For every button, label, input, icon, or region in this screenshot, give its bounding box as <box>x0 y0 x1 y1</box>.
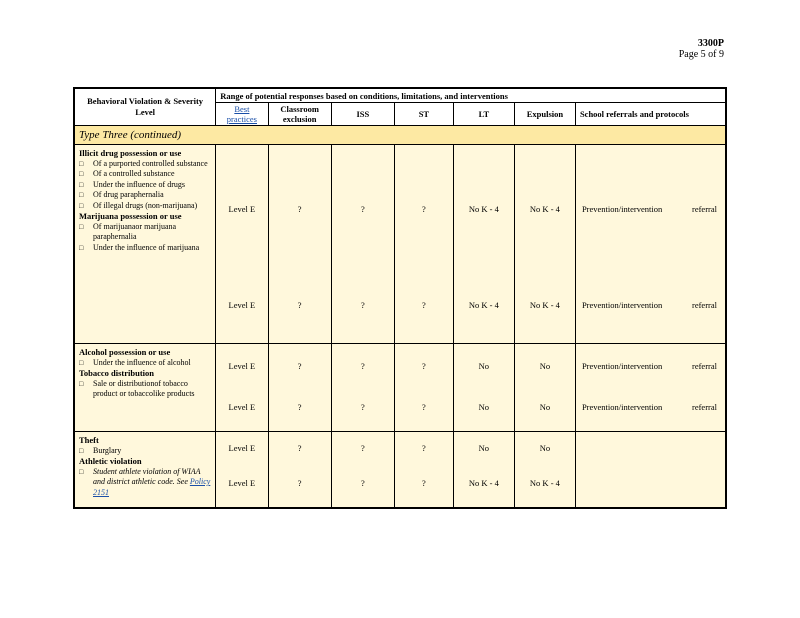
row-title: Athletic violation <box>79 456 142 466</box>
list-item: □ Of drug paraphernalia <box>79 190 212 201</box>
best-practices-link[interactable]: Best practices <box>226 104 257 124</box>
expulsion-value: No K - 4 <box>529 477 560 488</box>
referral-text: Prevention/intervention <box>581 360 663 371</box>
level-value: Level E <box>228 477 256 488</box>
expulsion-value: No <box>539 442 551 453</box>
list-item: □ Under the influence of marijuana <box>79 243 212 254</box>
policy-code: 3300P <box>697 38 724 49</box>
referral-text: referral <box>691 300 717 310</box>
expulsion-value: No <box>539 401 551 412</box>
list-item: □ Of a controlled substance <box>79 169 212 180</box>
discipline-table <box>73 87 727 509</box>
iss-value: ? <box>360 477 365 488</box>
row-title: Illicit drug possession or use <box>79 148 182 158</box>
list-item: □ Under the influence of drugs <box>79 180 212 191</box>
page-number: Page 5 of 9 <box>678 49 724 60</box>
lt-value: No K - 4 <box>468 203 499 214</box>
classroom-value: ? <box>297 477 302 488</box>
classroom-value: ? <box>297 401 302 412</box>
behavior-column-header: Behavioral Violation & Severity Level <box>74 88 216 126</box>
expulsion-value: No K - 4 <box>529 203 560 214</box>
list-item: □ Of marijuanaor marijuana paraphernalia <box>79 222 212 243</box>
classroom-value: ? <box>297 300 302 310</box>
classroom-value: ? <box>297 360 302 371</box>
expulsion-header: Expulsion <box>514 103 575 126</box>
list-item: □ Under the influence of alcohol <box>79 358 212 369</box>
classroom-header: Classroom exclusion <box>268 103 331 126</box>
st-value: ? <box>422 300 426 310</box>
classroom-value: ? <box>297 442 302 453</box>
type-label: Type Three (continued) <box>74 126 726 145</box>
level-value: Level E <box>228 442 256 453</box>
referral-text: Prevention/intervention <box>581 203 663 214</box>
lt-value: No K - 4 <box>468 300 499 310</box>
page-header <box>679 38 724 60</box>
table-row <box>74 145 726 344</box>
iss-value: ? <box>360 360 365 371</box>
expulsion-value: No <box>539 360 551 371</box>
referral-text: referral <box>691 203 717 214</box>
iss-value: ? <box>360 203 365 214</box>
referral-text: Prevention/intervention <box>581 401 663 412</box>
table-row <box>74 432 726 509</box>
lt-header: LT <box>453 103 514 126</box>
range-header: Range of potential responses based on conditions, limitations, and interventions <box>216 88 726 103</box>
row-title: Tobacco distribution <box>79 368 155 378</box>
level-value: Level E <box>228 300 256 310</box>
referral-text: referral <box>691 360 717 371</box>
policy-link[interactable]: Policy 2151 <box>93 477 211 497</box>
list-item <box>79 467 212 499</box>
expulsion-value: No K - 4 <box>529 300 560 310</box>
st-value: ? <box>422 442 426 453</box>
level-value: Level E <box>228 401 256 412</box>
lt-value: No <box>478 401 490 412</box>
lt-value: No K - 4 <box>468 477 499 488</box>
list-item: □ Of illegal drugs (non-marijuana) <box>79 201 212 212</box>
referral-text: referral <box>691 401 717 412</box>
lt-value: No <box>478 360 490 371</box>
st-value: ? <box>422 360 426 371</box>
st-value: ? <box>422 401 426 412</box>
iss-header: ISS <box>331 103 394 126</box>
row-title: Marijuana possession or use <box>79 211 182 221</box>
row-title: Theft <box>79 435 99 445</box>
level-value: Level E <box>228 360 256 371</box>
referral-empty <box>575 432 726 509</box>
iss-value: ? <box>360 300 365 310</box>
st-value: ? <box>422 477 426 488</box>
classroom-value: ? <box>297 203 302 214</box>
list-item: □ Sale or distributionof tobacco product or tobaccolike products <box>79 379 212 400</box>
st-value: ? <box>422 203 426 214</box>
list-item: □ Of a purported controlled substance <box>79 159 212 170</box>
table-row <box>74 344 726 432</box>
row-title: Alcohol possession or use <box>79 347 171 357</box>
referral-text: Prevention/intervention <box>581 300 663 310</box>
st-header: ST <box>394 103 453 126</box>
athletic-description: Student athlete violation of WIAA and district athletic code. See <box>93 466 201 486</box>
lt-value: No <box>478 442 490 453</box>
iss-value: ? <box>360 401 365 412</box>
list-item: □ Burglary <box>79 446 212 457</box>
iss-value: ? <box>360 442 365 453</box>
referrals-header: School referrals and protocols <box>575 103 726 126</box>
level-value: Level E <box>228 203 256 214</box>
